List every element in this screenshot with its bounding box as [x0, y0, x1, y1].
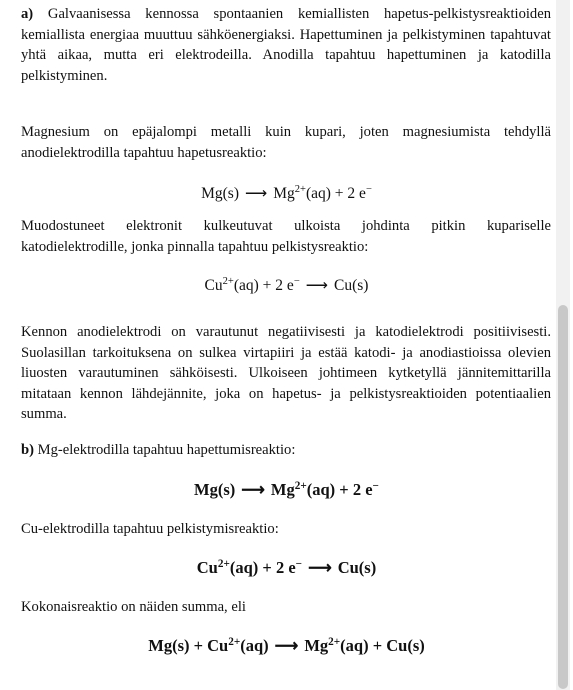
equation-b-mg-oxidation: Mg(s) ⟶ $Mg^{2+}(aq) + 2$ e−: [194, 479, 379, 499]
part-a-text-1: Galvaanisessa kennossa spontaanien kemiallisten hapetus-pelkistysreaktioiden kemiallista energiaa muuttuu sähköenergiaksi. Hapettuminen ja pelkistyminen tapahtuvat yhtä aikaa, mutta eri elektrodeilla. Anodilla tapahtuu hapettuminen ja katodilla pelkistyminen.: [21, 6, 551, 84]
part-b-paragraph-3: Kokonaisreaktio on näiden summa, eli: [21, 599, 246, 615]
equation-b-cu-reduction: $Cu^{2+}(aq) + 2$ e− ⟶ Cu(s): [196, 557, 377, 577]
part-b-paragraph-2: Cu-elektrodilla tapahtuu pelkistymisreaktio:: [21, 521, 279, 537]
part-a-paragraph-4: Kennon anodielektrodi on varautunut negatiivisesti ja katodielektrodi positiivisesti. Suolasillan tarkoituksena on sulkea virtapiiri ja estää katodi- ja anodiastioissa olevien liuosten varautuminen sähköisesti. Ulkoiseen johtimeen kytketyllä jännitemittarilla mitataan kennon lähdejännite, joka on hapetus- ja pelkistysreaktioiden potentiaalien summa.: [21, 324, 551, 422]
equation-mg-oxidation: Mg(s) ⟶ $Mg^{2+}(aq) + 2$ e−: [201, 184, 372, 202]
part-b-label: b): [21, 442, 34, 458]
part-a-paragraph-1: [21, 4, 551, 86]
part-a-paragraph-3: Muodostuneet elektronit kulkeutuvat ulkoista johdinta pitkin kupariselle katodielektrodille, jonka pinnalla tapahtuu pelkistysreaktio:: [21, 218, 551, 255]
part-a-paragraph-2: Magnesium on epäjalompi metalli kuin kupari, joten magnesiumista tehdyllä anodielektrodilla tapahtuu hapetusreaktio:: [21, 124, 551, 161]
scrollbar-thumb[interactable]: [558, 305, 568, 689]
part-a-label: a): [21, 6, 34, 22]
equation-cu-reduction: $Cu^{2+}(aq) + 2$ e− ⟶ Cu(s): [204, 276, 369, 294]
part-b-paragraph-1: b) Mg-elektrodilla tapahtuu hapettumisreaktio:: [21, 442, 296, 458]
equation-b-total: $Mg(s) + Cu^{2+}(aq)$ ⟶ $Mg^{2+}(aq) + Cu(s)$: [148, 635, 425, 655]
